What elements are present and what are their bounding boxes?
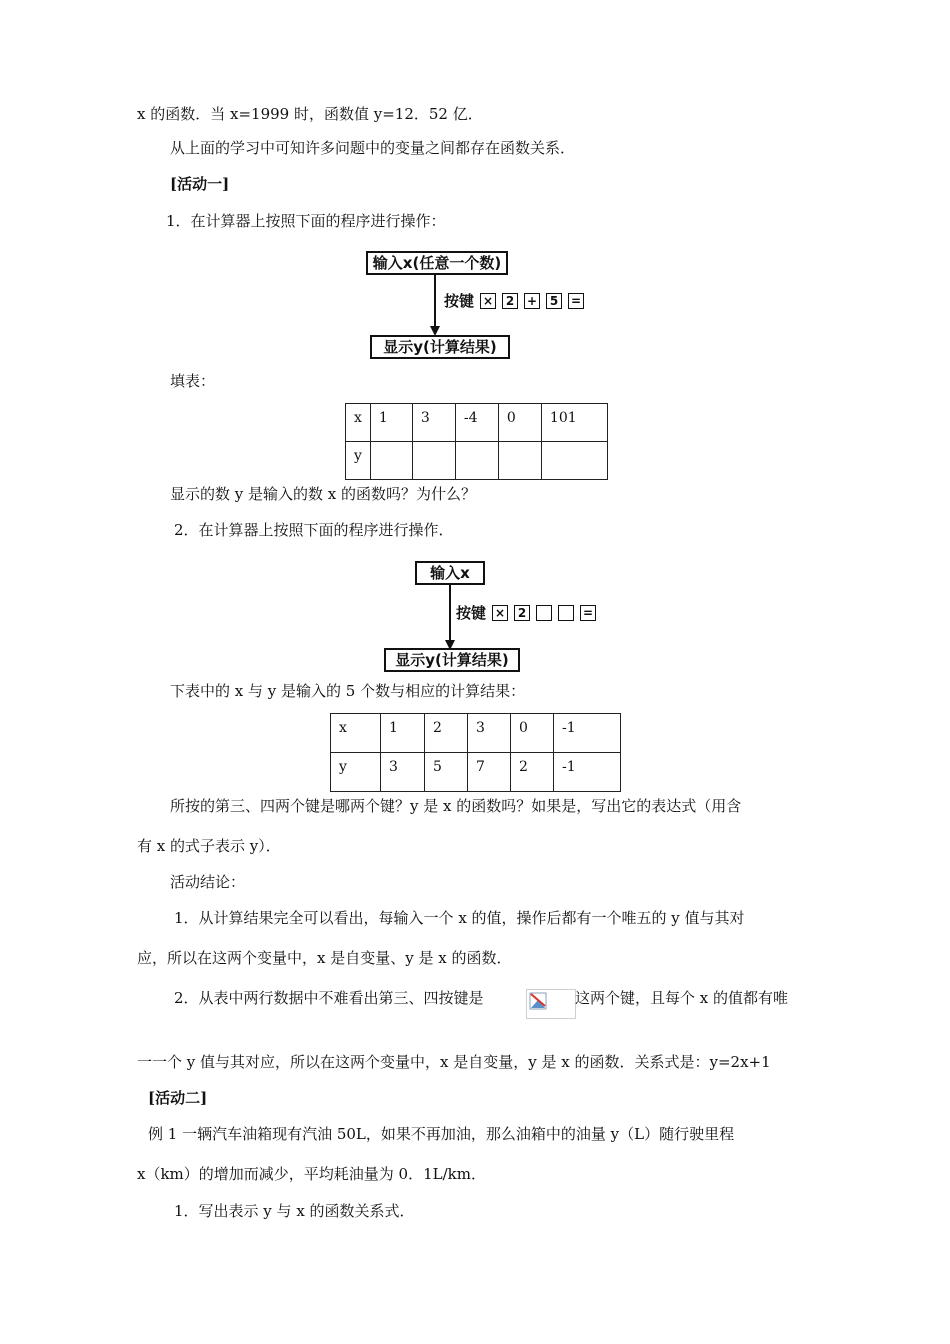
table-cell: 1 xyxy=(370,404,412,442)
paragraph-line: 2．在计算器上按照下面的程序进行操作． xyxy=(174,521,454,539)
key-2: 2 xyxy=(514,605,530,621)
table-cell: 0 xyxy=(511,714,554,753)
key-multiply-icon: × xyxy=(480,293,496,309)
table-cell: -4 xyxy=(455,404,498,442)
table-cell: 5 xyxy=(425,753,468,792)
paragraph-line: 例 1 一辆汽车油箱现有汽油 50L，如果不再加油，那么油箱中的油量 y（L）随行驶里程 xyxy=(148,1125,735,1143)
paragraph-line: 活动结论： xyxy=(170,873,246,891)
section-heading: [活动一] xyxy=(170,175,230,193)
table-row xyxy=(331,714,621,753)
table-cell: 7 xyxy=(468,753,511,792)
key-multiply-icon: × xyxy=(492,605,508,621)
paragraph-line: x 的函数．当 x=1999 时，函数值 y=12．52 亿． xyxy=(137,105,483,123)
table-row xyxy=(331,753,621,792)
key-plus-icon: + xyxy=(524,293,540,309)
table-row xyxy=(346,442,608,480)
table-input-cell[interactable] xyxy=(498,442,541,480)
table-input-cell[interactable] xyxy=(455,442,498,480)
flow-connector xyxy=(434,275,436,327)
table-cell: 1 xyxy=(381,714,425,753)
table-cell: 0 xyxy=(498,404,541,442)
paragraph-line: 有 x 的式子表示 y）． xyxy=(137,837,281,855)
paragraph-line: 1．从计算结果完全可以看出，每输入一个 x 的值，操作后都有一个唯五的 y 值与其对 xyxy=(174,909,745,927)
key-2: 2 xyxy=(502,293,518,309)
key-label: 按键 xyxy=(444,292,475,310)
paragraph-line: 所按的第三、四两个键是哪两个键？y 是 x 的函数吗？如果是，写出它的表达式（用含 xyxy=(170,797,742,815)
paragraph-line: 1．在计算器上按照下面的程序进行操作： xyxy=(166,212,446,230)
flow-input-box: 输入x xyxy=(415,561,485,585)
paragraph-line: x（km）的增加而减少，平均耗油量为 0．1L/km． xyxy=(137,1165,486,1183)
table-cell: x xyxy=(346,404,371,442)
key-blank xyxy=(536,605,552,621)
table-cell: 2 xyxy=(511,753,554,792)
flow-input-box: 输入x(任意一个数) xyxy=(366,251,508,275)
paragraph-line: 从上面的学习中可知许多问题中的变量之间都存在函数关系． xyxy=(170,139,576,157)
key-equals-icon: = xyxy=(580,605,596,621)
key-equals-icon: = xyxy=(568,293,584,309)
table-cell: 2 xyxy=(425,714,468,753)
table-cell: -1 xyxy=(554,753,621,792)
broken-image-icon xyxy=(526,989,576,1019)
paragraph-line: 1．写出表示 y 与 x 的函数关系式． xyxy=(174,1202,415,1220)
paragraph-line: 显示的数 y 是输入的数 x 的函数吗？为什么？ xyxy=(170,485,477,503)
paragraph-line: 一一个 y 值与其对应，所以在这两个变量中，x 是自变量，y 是 x 的函数．关系式是：y=2x+1 xyxy=(137,1053,771,1071)
result-table xyxy=(330,713,621,792)
key-sequence xyxy=(456,602,596,623)
key-blank xyxy=(558,605,574,621)
paragraph-line: 这两个键，且每个 x 的值都有唯 xyxy=(575,989,788,1007)
table-cell: y xyxy=(331,753,381,792)
table-input-cell[interactable] xyxy=(370,442,412,480)
flow-output-box: 显示y(计算结果) xyxy=(370,335,510,359)
paragraph-line: 填表： xyxy=(170,372,216,390)
key-5: 5 xyxy=(546,293,562,309)
table-cell: y xyxy=(346,442,371,480)
table-cell: 3 xyxy=(412,404,455,442)
paragraph-line: 2．从表中两行数据中不难看出第三、四按键是 xyxy=(174,989,484,1007)
table-cell: x xyxy=(331,714,381,753)
section-heading: [活动二] xyxy=(148,1089,208,1107)
table-input-cell[interactable] xyxy=(541,442,607,480)
key-label: 按键 xyxy=(456,604,487,622)
flow-output-box: 显示y(计算结果) xyxy=(384,648,520,672)
flow-connector xyxy=(449,585,451,641)
key-sequence xyxy=(444,290,584,311)
table-cell: -1 xyxy=(554,714,621,753)
paragraph-line: 应，所以在这两个变量中，x 是自变量、y 是 x 的函数． xyxy=(137,949,512,967)
paragraph-line: 下表中的 x 与 y 是输入的 5 个数与相应的计算结果： xyxy=(170,682,526,700)
fill-in-table xyxy=(345,403,608,480)
table-cell: 3 xyxy=(381,753,425,792)
table-input-cell[interactable] xyxy=(412,442,455,480)
table-row xyxy=(346,404,608,442)
table-cell: 3 xyxy=(468,714,511,753)
table-cell: 101 xyxy=(541,404,607,442)
